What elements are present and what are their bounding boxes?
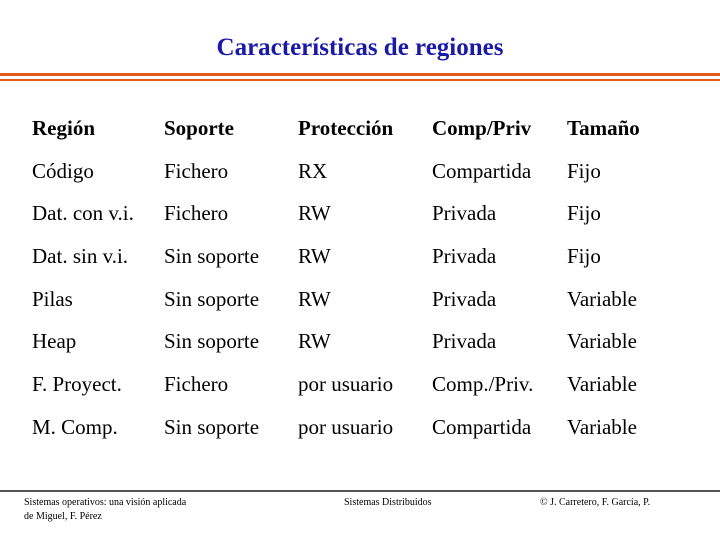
header-cell-region: Región [32, 116, 95, 140]
title-rule [0, 73, 720, 76]
cell-tamano: Variable [567, 372, 637, 397]
cell-tamano: Variable [567, 329, 637, 354]
cell-comp-priv: Comp./Priv. [432, 372, 534, 397]
footer-rule [0, 490, 720, 492]
cell-soporte: Sin soporte [164, 414, 260, 439]
header-cell-soporte: Soporte [164, 116, 234, 140]
footer-book-title: Sistemas operativos: una visión aplicada [24, 497, 187, 508]
cell-region: Dat. sin v.i. [32, 244, 129, 269]
footer-copyright: © J. Carretero, F. García, P. [540, 497, 651, 508]
cell-soporte: Fichero [164, 201, 229, 226]
cell-region: Heap [32, 329, 77, 354]
footer-course: Sistemas Distribuidos [344, 497, 432, 508]
footer-authors: de Miguel, F. Pérez [24, 511, 102, 522]
cell-comp-priv: Privada [432, 244, 497, 269]
cell-soporte: Fichero [164, 158, 229, 183]
cell-comp-priv: Privada [432, 329, 497, 354]
cell-tamano: Fijo [567, 201, 601, 226]
cell-tamano: Variable [567, 286, 637, 311]
cell-soporte: Sin soporte [164, 286, 260, 311]
header-cell-comp-priv: Comp/Priv [432, 116, 532, 140]
header-cell-proteccion: Protección [298, 116, 394, 140]
cell-proteccion: RW [298, 329, 331, 354]
cell-proteccion: RW [298, 286, 331, 311]
title-rule-thin [0, 79, 720, 81]
cell-tamano: Fijo [567, 244, 601, 269]
cell-region: M. Comp. [32, 414, 118, 439]
slide-title: Características de regiones [216, 34, 504, 61]
cell-proteccion: RX [298, 158, 328, 183]
cell-comp-priv: Compartida [432, 158, 532, 183]
footer-book-credit [24, 496, 186, 524]
cell-proteccion: RW [298, 201, 331, 226]
cell-proteccion: RW [298, 244, 331, 269]
cell-tamano: Fijo [567, 158, 601, 183]
cell-comp-priv: Privada [432, 286, 497, 311]
cell-proteccion: por usuario [298, 414, 394, 439]
cell-soporte: Sin soporte [164, 329, 260, 354]
cell-soporte: Fichero [164, 372, 229, 397]
cell-region: Código [32, 158, 94, 183]
header-cell-tamano: Tamaño [567, 116, 640, 140]
cell-soporte: Sin soporte [164, 244, 260, 269]
cell-tamano: Variable [567, 414, 637, 439]
cell-region: Pilas [32, 286, 73, 311]
cell-region: F. Proyect. [32, 372, 122, 397]
cell-comp-priv: Compartida [432, 414, 532, 439]
cell-region: Dat. con v.i. [32, 201, 134, 226]
cell-proteccion: por usuario [298, 372, 394, 397]
cell-comp-priv: Privada [432, 201, 497, 226]
